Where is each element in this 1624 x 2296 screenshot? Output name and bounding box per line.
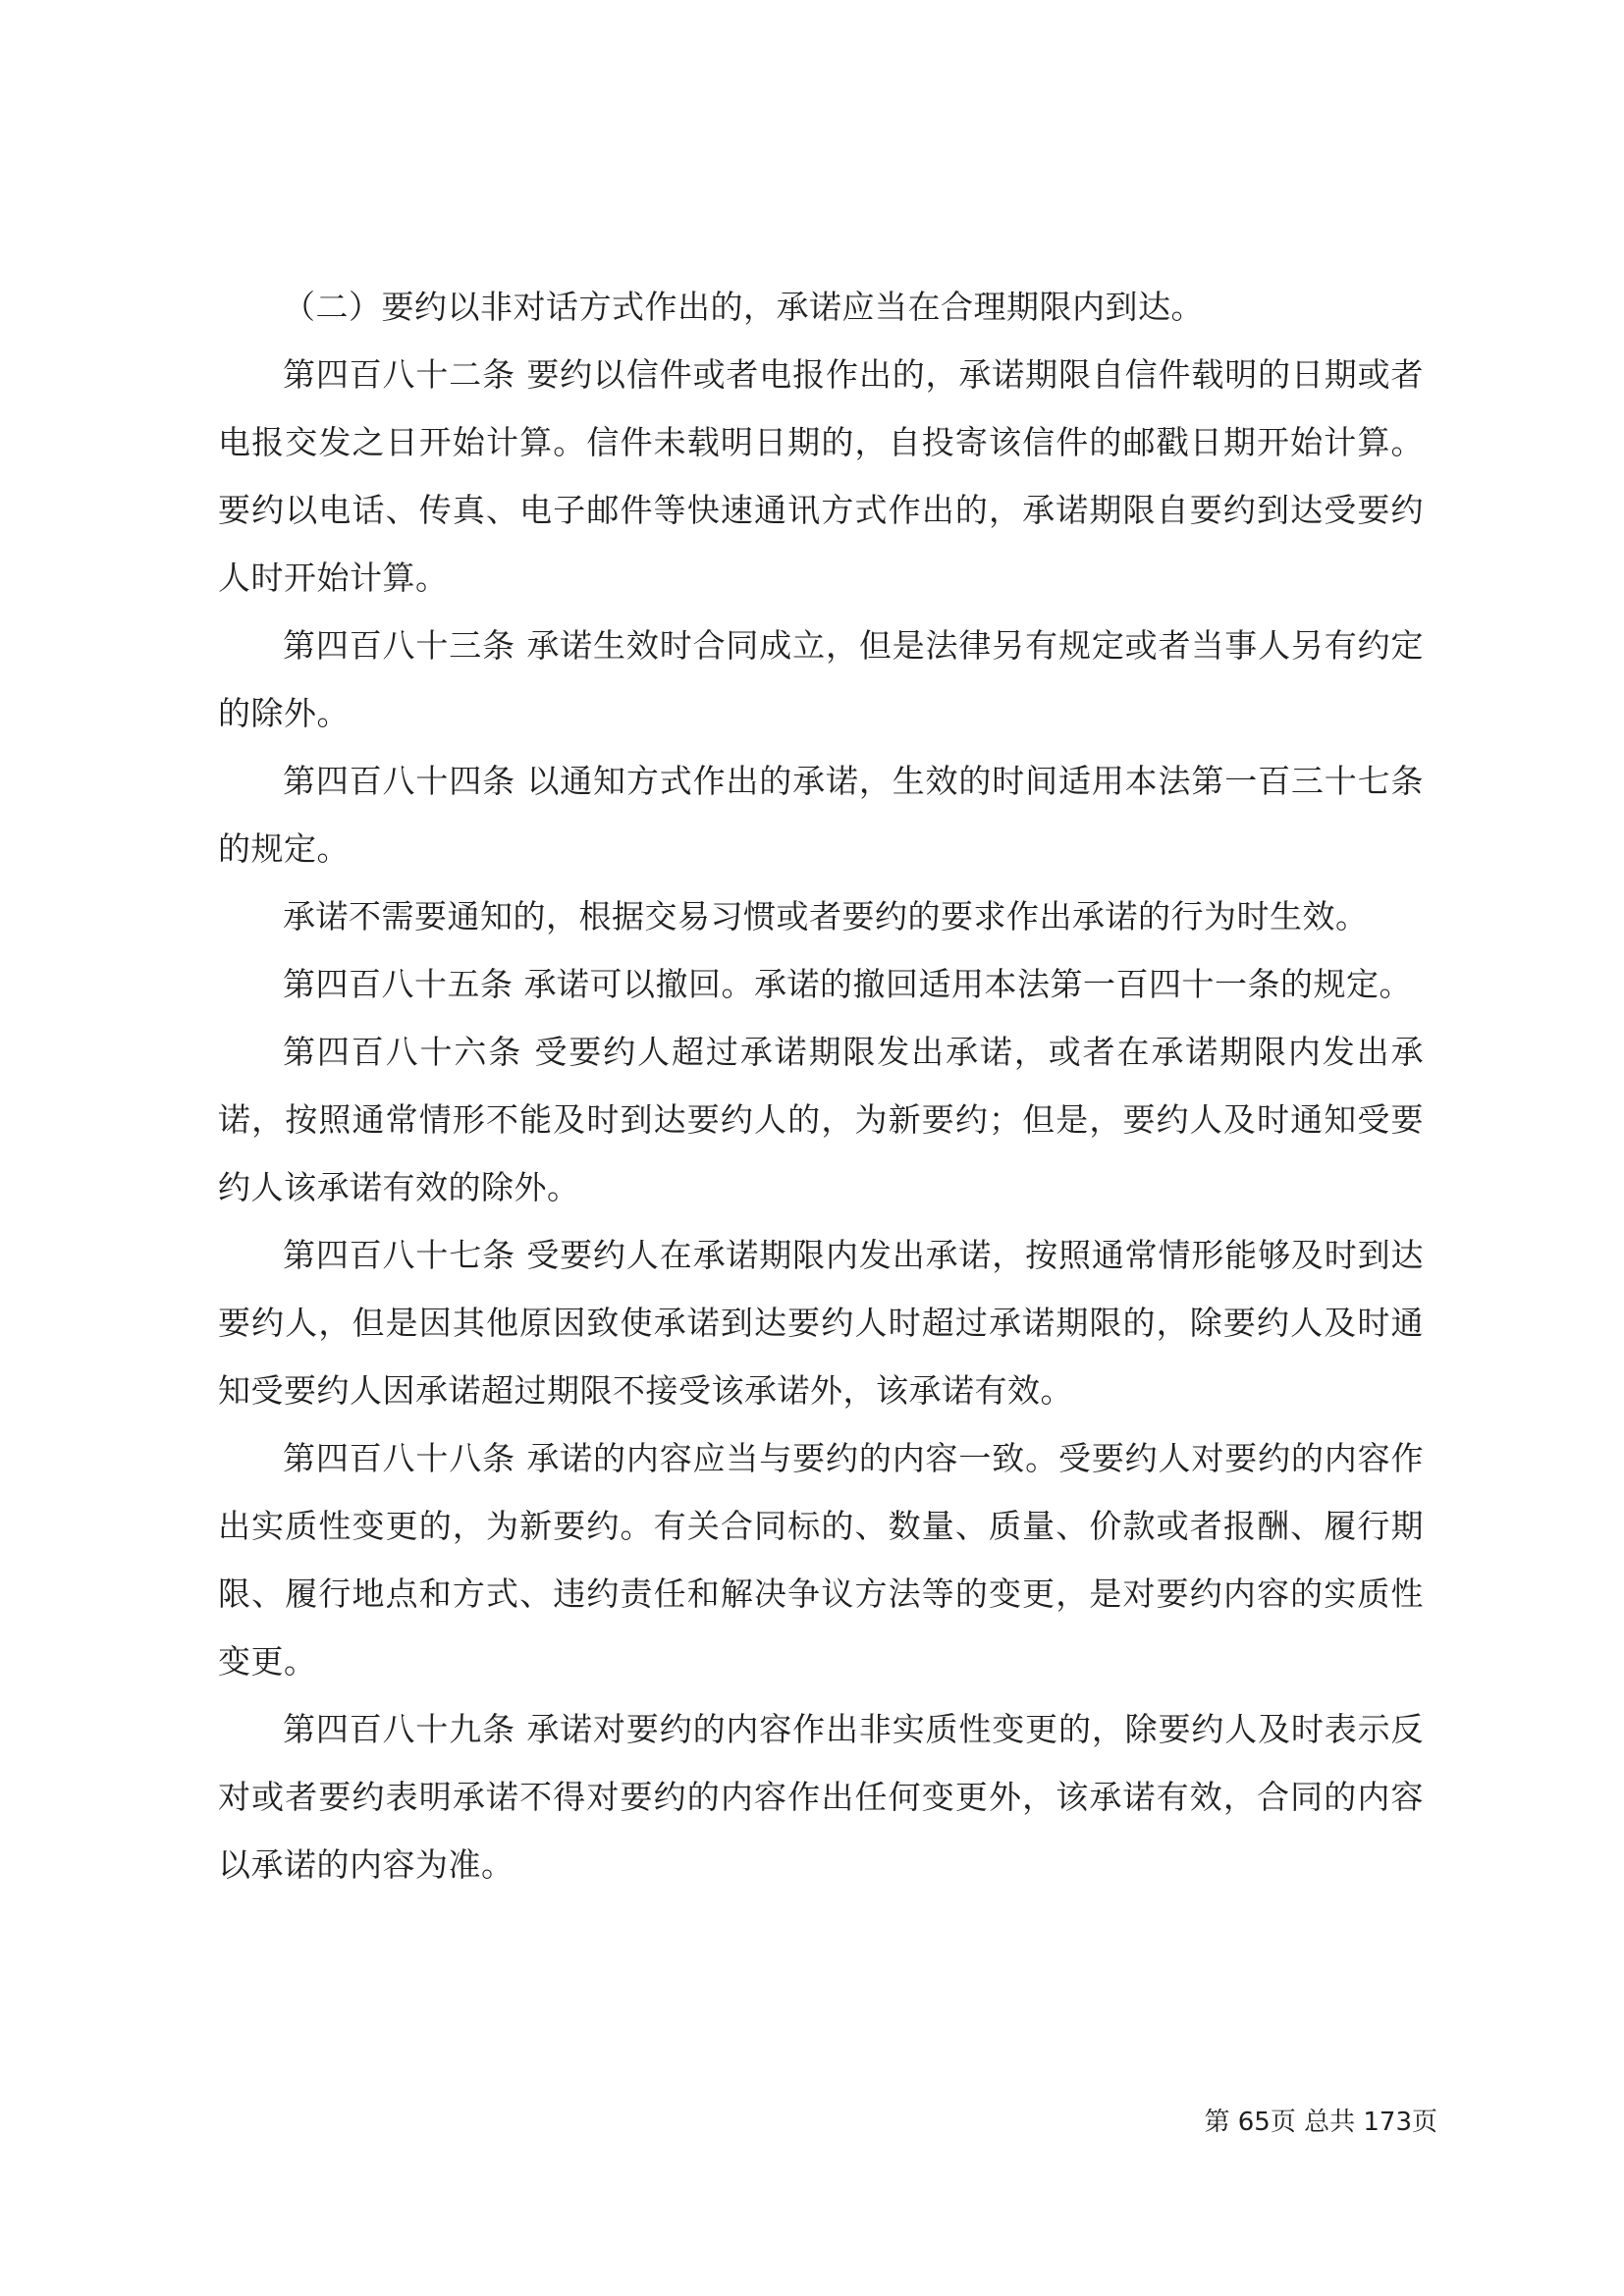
document-body: [218, 273, 1424, 1898]
paragraph: 承诺不需要通知的，根据交易习惯或者要约的要求作出承诺的行为时生效。: [283, 897, 1369, 935]
page-number-footer: 第 65页 总共 173页: [1204, 2108, 1437, 2137]
paragraph: 第四百八十三条 承诺生效时合同成立，但是法律另有规定或者当事人另有约定的除外。: [218, 626, 1424, 732]
paragraph: 第四百八十九条 承诺对要约的内容作出非实质性变更的，除要约人及时表示反对或者要约表明承诺不得对要约的内容作出任何变更外，该承诺有效，合同的内容以承诺的内容为准。: [218, 1710, 1424, 1884]
paragraph: 第四百八十四条 以通知方式作出的承诺，生效的时间适用本法第一百三十七条的规定。: [218, 762, 1424, 868]
paragraph: 第四百八十八条 承诺的内容应当与要约的内容一致。受要约人对要约的内容作出实质性变更的，为新要约。有关合同标的、数量、质量、价款或者报酬、履行期限、履行地点和方式、违约责任和解决争议方法等的变更，是对要约内容的实质性变更。: [218, 1439, 1424, 1681]
paragraph: 第四百八十二条 要约以信件或者电报作出的，承诺期限自信件载明的日期或者电报交发之日开始计算。信件未载明日期的，自投寄该信件的邮戳日期开始计算。要约以电话、传真、电子邮件等快速通讯方式作出的，承诺期限自要约到达受要约人时开始计算。: [218, 355, 1424, 597]
paragraph: 第四百八十五条 承诺可以撤回。承诺的撤回适用本法第一百四十一条的规定。: [283, 965, 1412, 1003]
paragraph: 第四百八十六条 受要约人超过承诺期限发出承诺，或者在承诺期限内发出承诺，按照通常情形不能及时到达要约人的，为新要约；但是，要约人及时通知受要约人该承诺有效的除外。: [218, 1033, 1424, 1206]
paragraph: 第四百八十七条 受要约人在承诺期限内发出承诺，按照通常情形能够及时到达要约人，但是因其他原因致使承诺到达要约人时超过承诺期限的，除要约人及时通知受要约人因承诺超过期限不接受该承诺外，该承诺有效。: [218, 1236, 1424, 1410]
paragraph: （二）要约以非对话方式作出的，承诺应当在合理期限内到达。: [283, 288, 1204, 326]
